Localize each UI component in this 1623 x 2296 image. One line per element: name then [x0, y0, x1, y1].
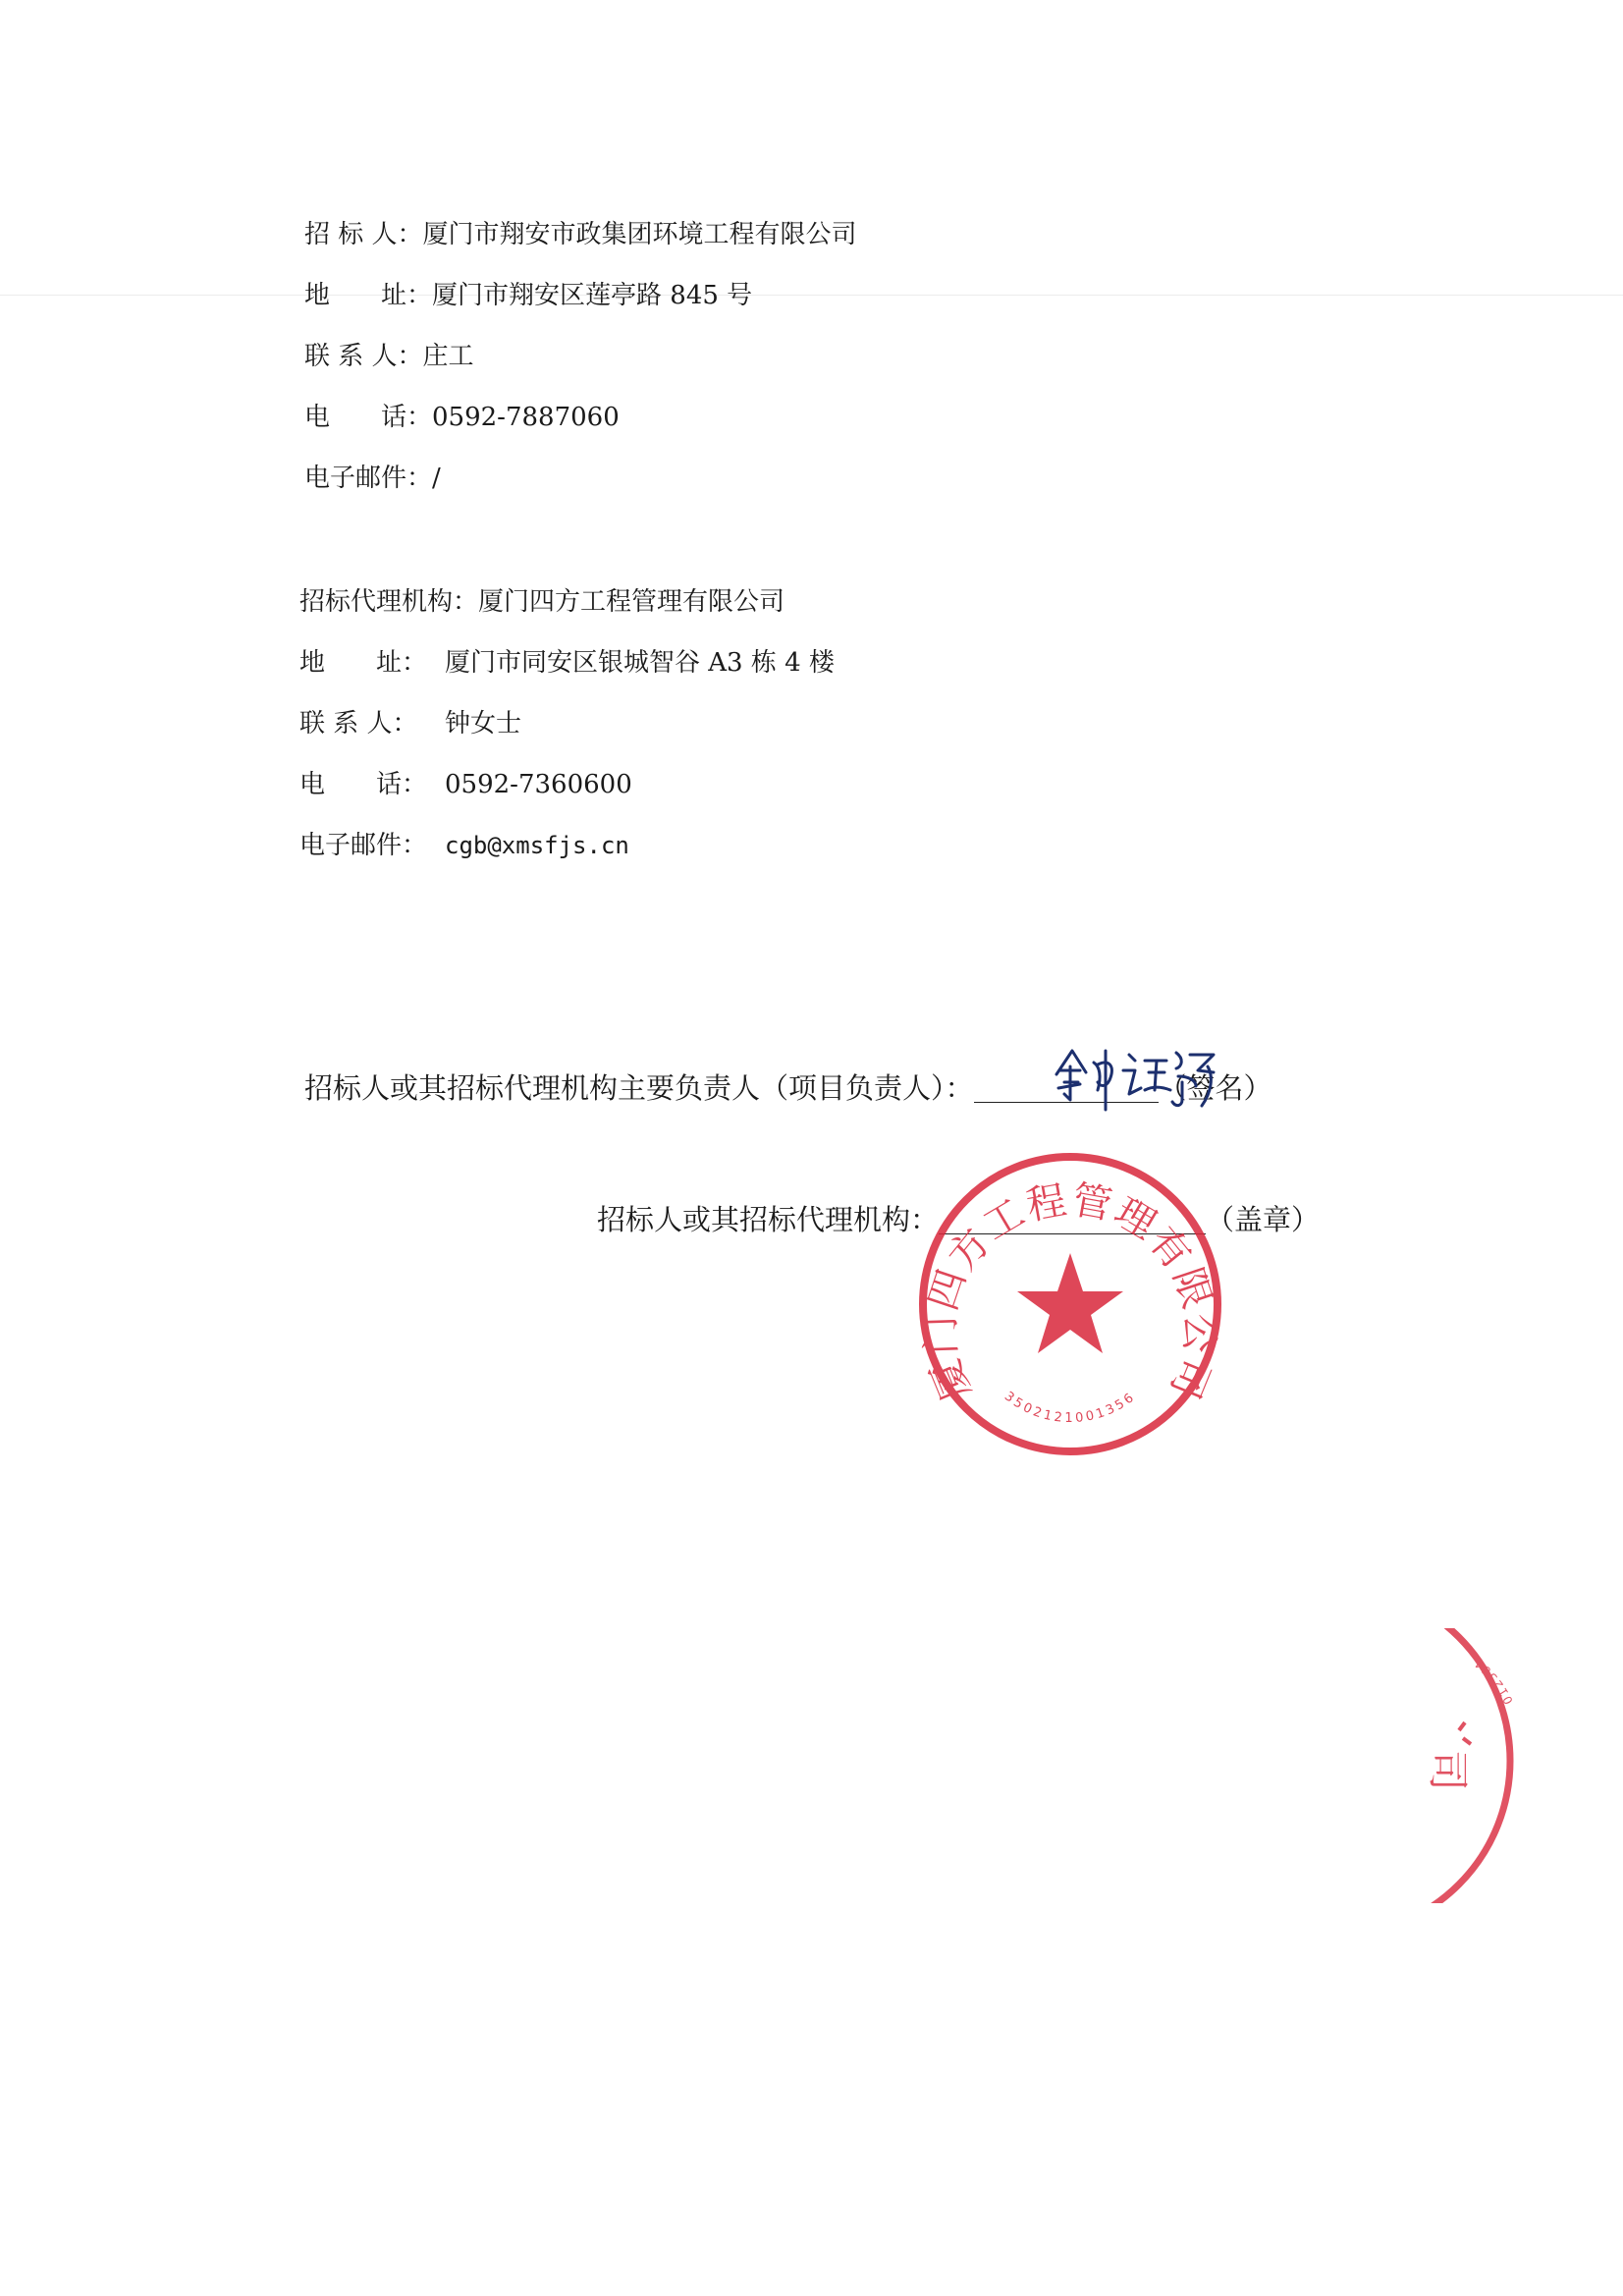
seal-star-icon: [1017, 1253, 1123, 1353]
agency-contact-label: 联 系 人：: [299, 709, 418, 738]
org-suffix: （盖章）: [1206, 1203, 1321, 1236]
agency-name-label: 招标代理机构：: [299, 587, 479, 617]
tenderer-phone: 0592-7887060: [432, 403, 620, 432]
agency-name-row: [299, 585, 784, 619]
agency-phone-row: [299, 768, 632, 801]
tenderer-address-row: [304, 279, 752, 312]
tenderer-contact-label: 联 系 人：: [304, 342, 423, 371]
agency-contact-row: [299, 707, 521, 740]
partial-seal-number: 012364: [1471, 1655, 1516, 1707]
tenderer-email: /: [432, 464, 441, 493]
principal-label: 招标人或其招标代理机构主要负责人（项目负责人）：: [304, 1071, 974, 1105]
tenderer-email-label: 电子邮件：: [304, 464, 433, 493]
partial-seal-stroke-icon: [1459, 1722, 1471, 1744]
agency-email-row: [299, 829, 629, 862]
tenderer-contact: 庄工: [422, 342, 474, 371]
tenderer-name-row: [304, 218, 857, 251]
agency-address: 厦门市同安区银城智谷 A3 栋 4 楼: [445, 648, 835, 678]
tenderer-phone-label: 电 话：: [304, 403, 433, 432]
tenderer-name-label: 招 标 人：: [304, 220, 423, 249]
partial-seal-text: 司: [1424, 1750, 1472, 1792]
agency-address-label: 地 址：: [299, 648, 428, 678]
tenderer-phone-row: [304, 401, 620, 434]
agency-phone-label: 电 话：: [299, 770, 428, 799]
tenderer-address: 厦门市翔安区莲亭路 845 号: [432, 281, 753, 310]
tenderer-contact-row: [304, 340, 474, 373]
tenderer-address-label: 地 址：: [304, 281, 433, 310]
seal-number: 3502121001356: [1001, 1389, 1139, 1427]
partial-seal: [1394, 1628, 1623, 1903]
agency-address-row: [299, 646, 835, 680]
company-seal: [903, 1137, 1237, 1471]
agency-email-label: 电子邮件：: [299, 831, 428, 860]
tenderer-name: 厦门市翔安市政集团环境工程有限公司: [422, 220, 857, 249]
tenderer-email-row: [304, 462, 441, 495]
scan-line: [0, 295, 1623, 296]
seal-text: 厦门四方工程管理有限公司: [918, 1176, 1222, 1407]
agency-contact: 钟女士: [445, 709, 522, 738]
principal-suffix: （签名）: [1158, 1071, 1272, 1105]
org-label: 招标人或其招标代理机构：: [597, 1203, 940, 1236]
agency-email: cgb@xmsfjs.cn: [445, 832, 629, 859]
agency-name: 厦门四方工程管理有限公司: [478, 587, 785, 617]
agency-phone: 0592-7360600: [445, 770, 632, 799]
handwritten-signature: [1051, 1037, 1227, 1116]
